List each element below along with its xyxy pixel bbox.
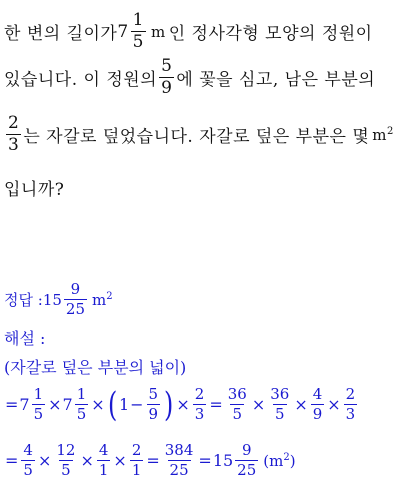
unit-exponent: 2 [283, 451, 290, 463]
fraction-denominator: 5 [23, 461, 33, 479]
times-sign: × [113, 451, 127, 470]
side-length-whole: 7 [117, 21, 129, 42]
fraction-numerator: 9 [241, 441, 252, 459]
times-sign: × [91, 395, 105, 414]
fraction-denominator: 5 [274, 405, 285, 423]
question-text: 있습니다. 이 정원의 [4, 70, 158, 90]
fraction-numerator: 384 [164, 441, 194, 459]
equals-sign: = [146, 451, 160, 470]
fraction-denominator: 5 [132, 32, 144, 52]
fraction [235, 443, 258, 478]
solution-label [4, 326, 45, 349]
fraction-numerator: 2 [194, 385, 205, 403]
one: 1 [118, 395, 130, 414]
left-paren: ( [107, 384, 117, 425]
fraction-numerator: 36 [270, 385, 290, 403]
fraction-numerator: 2 [131, 441, 142, 459]
unit: $m^2$ [92, 290, 113, 309]
times-sign: × [176, 395, 190, 414]
question-text: 한 변의 길이가 [4, 24, 118, 44]
fraction-numerator: 1 [76, 385, 87, 403]
times-sign: × [80, 451, 94, 470]
times-sign: × [37, 451, 52, 470]
answer-whole: 15 [42, 290, 62, 309]
flower-fraction [159, 58, 174, 97]
times-sign: × [294, 395, 308, 414]
unit: m [151, 22, 166, 41]
fraction-denominator: 5 [61, 461, 71, 479]
answer-label: 정답 : [4, 291, 43, 309]
times-sign: × [251, 395, 266, 414]
fraction-numerator: 9 [70, 280, 81, 298]
fraction [75, 387, 89, 422]
fraction [226, 387, 249, 422]
fraction-numerator: 2 [8, 113, 20, 133]
fraction-denominator: 5 [76, 405, 87, 423]
solution-equation-2 [4, 443, 299, 478]
question-text: 는 자갈로 덮었습니다. 자갈로 덮은 부분은 몇 [23, 127, 370, 147]
unit: $(m^2)$ [263, 451, 296, 470]
question-line-1 [4, 12, 373, 51]
equals-sign: = [209, 395, 223, 414]
minus-sign: − [130, 395, 144, 414]
fraction-denominator: 3 [8, 135, 20, 155]
fraction-denominator: 25 [169, 461, 189, 479]
fraction-numerator: 12 [56, 441, 76, 459]
question-line-3 [4, 115, 397, 154]
fraction-numerator: 2 [345, 385, 356, 403]
fraction-denominator: 5 [232, 405, 243, 423]
fraction [311, 387, 325, 422]
equals-sign: = [198, 451, 212, 470]
answer-line [4, 282, 116, 317]
fraction-numerator: 4 [23, 441, 33, 459]
fraction [344, 387, 358, 422]
solution-subtitle [4, 355, 186, 378]
question-text: 에 꽃을 심고, 남은 부분의 [176, 70, 376, 90]
fraction-numerator: 5 [161, 56, 173, 76]
fraction-numerator: 1 [33, 385, 44, 403]
answer-fraction [64, 282, 87, 317]
question-text: 인 정사각형 모양의 정원이 [168, 24, 373, 44]
fraction-denominator: 25 [237, 461, 257, 479]
fraction [32, 387, 46, 422]
side-length-fraction [131, 12, 146, 51]
fraction-numerator: 4 [312, 385, 323, 403]
times-sign: × [327, 395, 341, 414]
fraction-denominator: 25 [65, 300, 85, 318]
fraction-numerator: 36 [227, 385, 247, 403]
fraction-denominator: 3 [194, 405, 205, 423]
unit-exponent: 2 [387, 125, 394, 137]
fraction-numerator: 1 [132, 10, 144, 30]
mixed-whole: 15 [212, 451, 234, 470]
mixed-whole: 7 [62, 395, 73, 414]
fraction [163, 443, 196, 478]
unit: $m^2$ [372, 125, 394, 144]
fraction-denominator: 9 [312, 405, 323, 423]
question-text: 입니까? [4, 180, 65, 200]
question-line-2 [4, 58, 375, 97]
fraction [21, 443, 35, 478]
mixed-whole: 7 [19, 395, 30, 414]
solution-label-text: 해설 : [4, 329, 46, 348]
fraction-denominator: 3 [345, 405, 356, 423]
equals-sign: = [5, 451, 19, 470]
solution-subtitle-text: (자갈로 덮은 부분의 넓이) [4, 358, 187, 377]
fraction-numerator: 4 [98, 441, 109, 459]
fraction [97, 443, 111, 478]
fraction-numerator: 5 [148, 385, 159, 403]
fraction [193, 387, 207, 422]
question-line-4 [4, 175, 64, 200]
right-paren: ) [164, 384, 174, 425]
fraction [147, 387, 161, 422]
fraction-denominator: 1 [131, 461, 142, 479]
unit-exponent: 2 [106, 290, 113, 302]
gravel-fraction [6, 115, 21, 154]
fraction-denominator: 1 [98, 461, 109, 479]
fraction [54, 443, 77, 478]
solution-equation-1 [4, 384, 359, 425]
fraction-denominator: 9 [161, 78, 173, 98]
fraction [268, 387, 291, 422]
equals-sign: = [5, 395, 19, 414]
fraction-denominator: 5 [33, 405, 44, 423]
times-sign: × [48, 395, 62, 414]
fraction [130, 443, 144, 478]
fraction-denominator: 9 [148, 405, 159, 423]
